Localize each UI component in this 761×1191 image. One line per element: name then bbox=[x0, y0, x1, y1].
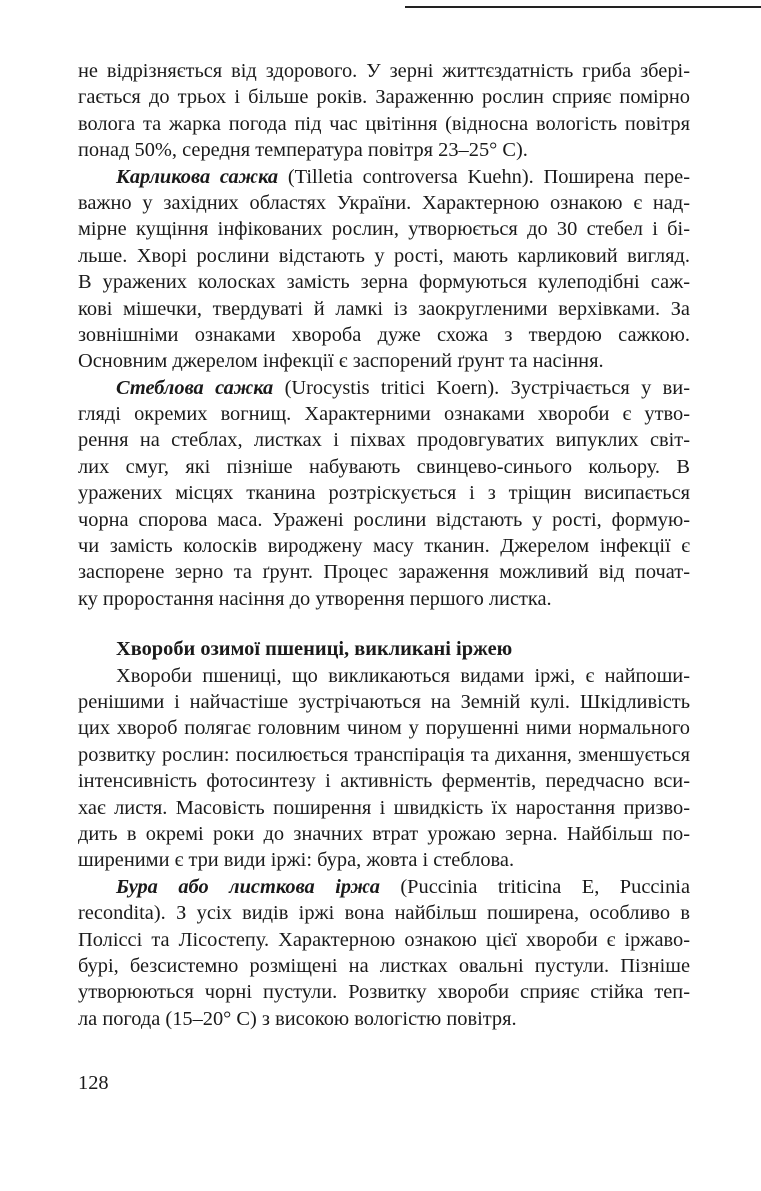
text-line: чи замість колосків вироджену масу тканин. Джерелом інфекції є bbox=[78, 535, 690, 558]
term-leaf-rust: Бура або листкова іржа bbox=[116, 875, 380, 898]
text-line: ренішими і найчастіше зустрічаються на Земній кулі. Шкідливість bbox=[78, 690, 690, 713]
text-line: ла погода (15–20° С) з високою вологістю повітря. bbox=[78, 1007, 517, 1030]
term-dwarf-bunt: Карликова сажка bbox=[116, 165, 279, 188]
text-line: льше. Хворі рослини відстають у рості, мають карликовий вигляд. bbox=[78, 244, 690, 267]
text-line: гається до трьох і більше років. Зараженню рослин сприяє помірно bbox=[78, 86, 690, 109]
text-line: волога та жарка погода під час цвітіння (відносна вологість повітря bbox=[78, 112, 690, 135]
text-line: Основним джерелом інфекції є заспорений ґрунт та насіння. bbox=[78, 350, 604, 373]
text-line: заспорене зерно та ґрунт. Процес зараження можливий від почат- bbox=[78, 561, 690, 584]
text-line: зовнішніми ознаками хвороба дуже схожа з твердою сажкою. bbox=[78, 323, 690, 346]
text-line: чорна спорова маса. Уражені рослини відстають у рості, формую- bbox=[78, 508, 690, 531]
text-line: дить в окремі роки до значних втрат урожаю зерна. Найбільш по- bbox=[78, 822, 690, 845]
header-rule bbox=[405, 6, 761, 8]
text-line: ку проростання насіння до утворення першого листка. bbox=[78, 587, 552, 610]
text-fragment: (Puccinia triticina E, Puccinia bbox=[379, 875, 690, 898]
text-line: не відрізняється від здорового. У зерні життєздатність гриба збері- bbox=[78, 60, 690, 82]
text-line bbox=[78, 375, 690, 401]
section-heading: Хвороби озимої пшениці, викликані іржею bbox=[116, 638, 513, 661]
text-fragment: (Tilletia controversa Kuehn). Поширена пере- bbox=[278, 165, 690, 188]
text-line: Хвороби пшениці, що викликаються видами іржі, є найпоши- bbox=[116, 664, 690, 687]
text-line: мірне кущіння інфікованих рослин, утворюється до 30 стебел і бі- bbox=[78, 218, 690, 241]
text-fragment: (Urocystis tritici Koern). Зустрічається у ви- bbox=[273, 376, 691, 399]
term-stem-smut: Стеблова сажка bbox=[116, 376, 274, 399]
page-number: 128 bbox=[78, 1072, 109, 1094]
text-line: ширеними є три види іржі: бура, жовта і стеблова. bbox=[78, 849, 515, 872]
text-line bbox=[78, 164, 690, 190]
paragraph-dwarf-bunt bbox=[78, 164, 690, 375]
text-line: бурі, безсистемно розміщені на листках овальні пустули. Пізніше bbox=[78, 954, 690, 977]
text-line: утворюються чорні пустули. Розвитку хвороби сприяє стійка теп- bbox=[78, 981, 690, 1004]
text-line: recondita). З усіх видів іржі вона найбільш поширена, особливо в bbox=[78, 902, 690, 925]
text-line: рення на стеблах, листках і піхвах продовгуватих випуклих світ- bbox=[78, 429, 690, 452]
paragraph-continuation bbox=[78, 58, 690, 164]
paragraph-stem-smut bbox=[78, 375, 690, 613]
paragraph-leaf-rust bbox=[78, 874, 690, 1032]
text-line: уражених місцях тканина розтріскується і з тріщин висипається bbox=[78, 482, 690, 505]
text-line: цих хвороб полягає головним чином у порушенні ними нормального bbox=[78, 717, 690, 740]
text-line: В уражених колосках замість зерна формуються кулеподібні саж- bbox=[78, 271, 690, 294]
page-text bbox=[78, 58, 690, 1032]
text-line: кові мішечки, твердуваті й ламкі із заокругленими верхівками. За bbox=[78, 297, 690, 320]
text-line: Поліссі та Лісостепу. Характерною ознакою цієї хвороби є іржаво- bbox=[78, 928, 690, 951]
text-line: важно у західних областях України. Характерною ознакою є над- bbox=[78, 191, 690, 214]
text-line: хає листя. Масовість поширення і швидкість їх наростання призво- bbox=[78, 796, 690, 819]
text-line: інтенсивність фотосинтезу і активність ферментів, передчасно вси- bbox=[78, 770, 690, 793]
text-line: розвитку рослин: посилюється транспірація та дихання, зменшується bbox=[78, 743, 690, 766]
text-line: лих смуг, які пізніше набувають свинцево-синього кольору. В bbox=[78, 455, 690, 478]
text-line bbox=[78, 874, 690, 900]
text-line: понад 50%, середня температура повітря 23–25° С). bbox=[78, 139, 528, 162]
text-line: гляді окремих вогнищ. Характерними ознаками хвороби є утво- bbox=[78, 403, 690, 426]
paragraph-rust-intro bbox=[78, 663, 690, 874]
